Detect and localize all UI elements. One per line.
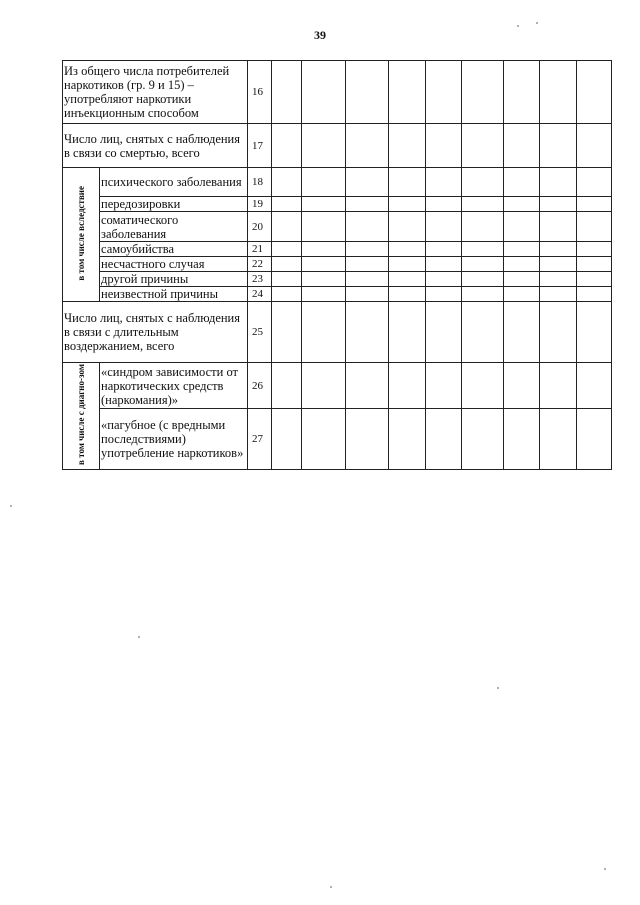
data-cell bbox=[302, 197, 346, 212]
row-label: соматического заболевания bbox=[100, 212, 248, 242]
data-cell bbox=[462, 124, 504, 168]
table-row bbox=[63, 287, 612, 302]
group-label-cause bbox=[63, 168, 100, 302]
table-row bbox=[63, 124, 612, 168]
data-cell bbox=[540, 272, 577, 287]
data-cell bbox=[389, 287, 426, 302]
scan-speck bbox=[330, 886, 332, 888]
data-cell bbox=[302, 168, 346, 197]
data-cell bbox=[272, 61, 302, 124]
data-cell bbox=[577, 287, 612, 302]
data-cell bbox=[346, 257, 389, 272]
data-cell bbox=[504, 124, 540, 168]
data-cell bbox=[389, 124, 426, 168]
data-cell bbox=[504, 409, 540, 470]
data-cell bbox=[426, 257, 462, 272]
data-cell bbox=[462, 409, 504, 470]
data-cell bbox=[540, 212, 577, 242]
data-cell bbox=[540, 363, 577, 409]
data-cell bbox=[504, 363, 540, 409]
row-label: Число лиц, снятых с наблюдения в связи с длительным воздержанием, всего bbox=[63, 302, 248, 363]
data-cell bbox=[346, 409, 389, 470]
data-cell bbox=[426, 242, 462, 257]
data-cell bbox=[462, 287, 504, 302]
data-cell bbox=[426, 272, 462, 287]
row-label: самоубийства bbox=[100, 242, 248, 257]
data-cell bbox=[302, 257, 346, 272]
table-row bbox=[63, 363, 612, 409]
data-cell bbox=[540, 124, 577, 168]
data-cell bbox=[272, 363, 302, 409]
scan-speck bbox=[138, 636, 140, 638]
table-row bbox=[63, 212, 612, 242]
data-cell bbox=[540, 242, 577, 257]
scan-speck bbox=[497, 687, 499, 689]
data-cell bbox=[272, 124, 302, 168]
data-cell bbox=[462, 363, 504, 409]
table-row bbox=[63, 302, 612, 363]
data-cell bbox=[302, 287, 346, 302]
data-cell bbox=[504, 212, 540, 242]
scan-speck bbox=[536, 22, 538, 24]
row-number: 23 bbox=[248, 272, 272, 287]
data-cell bbox=[577, 168, 612, 197]
data-cell bbox=[389, 257, 426, 272]
data-cell bbox=[540, 168, 577, 197]
data-cell bbox=[389, 272, 426, 287]
table-row bbox=[63, 409, 612, 470]
data-cell bbox=[577, 257, 612, 272]
data-cell bbox=[504, 168, 540, 197]
data-cell bbox=[389, 363, 426, 409]
data-cell bbox=[540, 302, 577, 363]
data-cell bbox=[426, 212, 462, 242]
data-cell bbox=[577, 212, 612, 242]
data-cell bbox=[272, 168, 302, 197]
row-number: 17 bbox=[248, 124, 272, 168]
data-cell bbox=[462, 272, 504, 287]
data-cell bbox=[302, 242, 346, 257]
data-cell bbox=[346, 61, 389, 124]
data-cell bbox=[302, 124, 346, 168]
data-cell bbox=[272, 212, 302, 242]
data-cell bbox=[504, 257, 540, 272]
data-cell bbox=[346, 302, 389, 363]
data-cell bbox=[302, 272, 346, 287]
data-cell bbox=[272, 287, 302, 302]
table-row bbox=[63, 242, 612, 257]
data-cell bbox=[540, 287, 577, 302]
data-cell bbox=[346, 212, 389, 242]
data-cell bbox=[272, 242, 302, 257]
group-label-diagnosis-text: в том числе с диагно-зом bbox=[76, 364, 86, 465]
data-cell bbox=[346, 272, 389, 287]
data-cell bbox=[462, 242, 504, 257]
table-row bbox=[63, 197, 612, 212]
data-cell bbox=[426, 61, 462, 124]
data-cell bbox=[504, 302, 540, 363]
data-cell bbox=[346, 124, 389, 168]
data-cell bbox=[389, 61, 426, 124]
data-cell bbox=[577, 61, 612, 124]
data-cell bbox=[426, 124, 462, 168]
data-cell bbox=[302, 363, 346, 409]
data-cell bbox=[272, 409, 302, 470]
data-cell bbox=[577, 363, 612, 409]
row-number: 22 bbox=[248, 257, 272, 272]
data-cell bbox=[272, 302, 302, 363]
group-label-diagnosis bbox=[63, 363, 100, 470]
data-cell bbox=[389, 197, 426, 212]
data-cell bbox=[272, 257, 302, 272]
data-cell bbox=[462, 197, 504, 212]
data-cell bbox=[504, 197, 540, 212]
data-cell bbox=[540, 61, 577, 124]
row-label: другой причины bbox=[100, 272, 248, 287]
data-cell bbox=[504, 61, 540, 124]
row-number: 18 bbox=[248, 168, 272, 197]
data-cell bbox=[540, 257, 577, 272]
data-cell bbox=[577, 197, 612, 212]
data-cell bbox=[540, 409, 577, 470]
data-cell bbox=[504, 287, 540, 302]
data-cell bbox=[504, 242, 540, 257]
row-number: 16 bbox=[248, 61, 272, 124]
data-cell bbox=[389, 168, 426, 197]
data-cell bbox=[462, 302, 504, 363]
data-cell bbox=[426, 409, 462, 470]
row-number: 27 bbox=[248, 409, 272, 470]
data-cell bbox=[302, 212, 346, 242]
row-label: «синдром зависимости от наркотических средств (наркомания)» bbox=[100, 363, 248, 409]
data-cell bbox=[389, 242, 426, 257]
data-cell bbox=[389, 212, 426, 242]
data-cell bbox=[346, 168, 389, 197]
row-label: передозировки bbox=[100, 197, 248, 212]
data-cell bbox=[577, 242, 612, 257]
data-cell bbox=[389, 302, 426, 363]
data-cell bbox=[426, 197, 462, 212]
data-cell bbox=[426, 168, 462, 197]
row-number: 20 bbox=[248, 212, 272, 242]
data-cell bbox=[302, 302, 346, 363]
data-cell bbox=[426, 287, 462, 302]
data-cell bbox=[462, 257, 504, 272]
data-cell bbox=[577, 409, 612, 470]
scan-speck bbox=[604, 868, 606, 870]
data-cell bbox=[346, 287, 389, 302]
row-number: 24 bbox=[248, 287, 272, 302]
scan-speck bbox=[10, 505, 12, 507]
data-cell bbox=[577, 302, 612, 363]
table-row bbox=[63, 61, 612, 124]
data-cell bbox=[302, 61, 346, 124]
row-label: «пагубное (с вредными последствиями) употребление наркотиков» bbox=[100, 409, 248, 470]
data-cell bbox=[504, 272, 540, 287]
row-number: 26 bbox=[248, 363, 272, 409]
data-cell bbox=[540, 197, 577, 212]
table-row bbox=[63, 272, 612, 287]
row-label: неизвестной причины bbox=[100, 287, 248, 302]
data-cell bbox=[346, 197, 389, 212]
data-cell bbox=[462, 212, 504, 242]
row-label: Из общего числа потребителей наркотиков (гр. 9 и 15) – употребляют наркотики инъекционным способом bbox=[63, 61, 248, 124]
row-label: несчастного случая bbox=[100, 257, 248, 272]
report-table bbox=[62, 60, 612, 470]
scan-speck bbox=[517, 25, 519, 27]
data-cell bbox=[462, 61, 504, 124]
data-cell bbox=[462, 168, 504, 197]
data-cell bbox=[346, 242, 389, 257]
data-cell bbox=[302, 409, 346, 470]
row-label: Число лиц, снятых с наблюдения в связи со смертью, всего bbox=[63, 124, 248, 168]
table-row bbox=[63, 257, 612, 272]
data-cell bbox=[272, 272, 302, 287]
row-number: 25 bbox=[248, 302, 272, 363]
data-cell bbox=[272, 197, 302, 212]
row-number: 19 bbox=[248, 197, 272, 212]
row-number: 21 bbox=[248, 242, 272, 257]
page-number: 39 bbox=[314, 28, 326, 42]
data-cell bbox=[577, 272, 612, 287]
row-label: психического заболевания bbox=[100, 168, 248, 197]
data-cell bbox=[426, 302, 462, 363]
group-label-cause-text: в том числе вследствие bbox=[76, 185, 86, 281]
data-cell bbox=[389, 409, 426, 470]
data-cell bbox=[346, 363, 389, 409]
data-cell bbox=[577, 124, 612, 168]
data-cell bbox=[426, 363, 462, 409]
table-row bbox=[63, 168, 612, 197]
